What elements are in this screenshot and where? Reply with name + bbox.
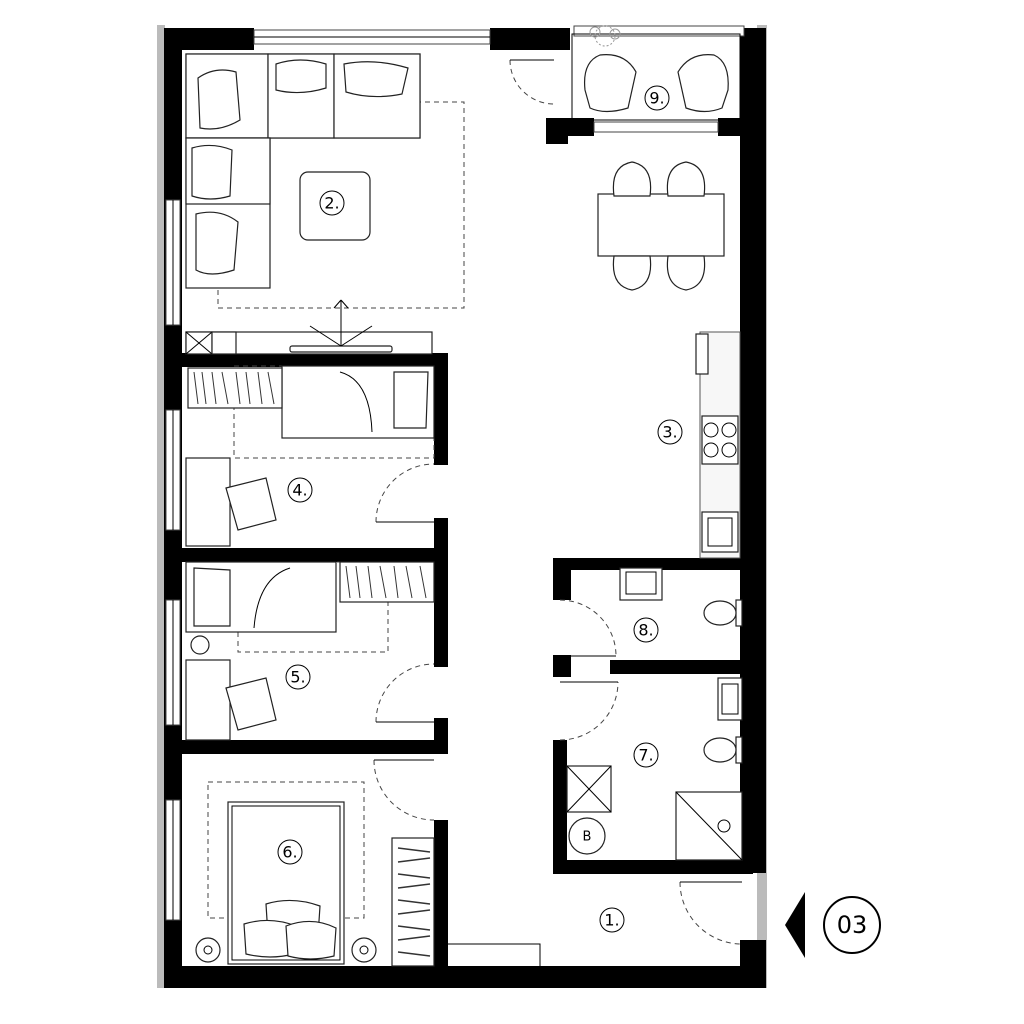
stove-icon	[702, 416, 738, 464]
svg-text:1.: 1.	[604, 910, 620, 930]
room-label-1	[600, 908, 624, 932]
dining	[598, 162, 724, 290]
svg-text:7.: 7.	[638, 745, 654, 765]
balcony-chair-right	[678, 55, 728, 112]
svg-text:9.: 9.	[649, 88, 665, 108]
room-label-9	[645, 86, 669, 110]
svg-text:6.: 6.	[282, 842, 298, 862]
sofa-cushions	[192, 60, 408, 274]
bedroom-4	[186, 366, 434, 546]
entrance	[446, 882, 742, 968]
room-label-2	[320, 191, 344, 215]
svg-text:B: B	[582, 829, 592, 845]
boiler-icon	[569, 818, 605, 854]
unit-marker	[785, 892, 880, 958]
sink-icon	[702, 512, 738, 552]
bathroom-8	[560, 568, 742, 656]
room-label-8	[634, 618, 658, 642]
room-label-4	[288, 478, 312, 502]
svg-text:5.: 5.	[290, 667, 306, 687]
room-label-6	[278, 840, 302, 864]
entrance-arrow-icon	[785, 892, 805, 958]
svg-text:4.: 4.	[292, 480, 308, 500]
room-label-7	[634, 743, 658, 767]
bedroom-6	[196, 760, 434, 966]
room-label-5	[286, 665, 310, 689]
bathroom-7	[560, 678, 742, 860]
kitchen	[696, 332, 740, 558]
svg-text:3.: 3.	[662, 422, 678, 442]
svg-text:2.: 2.	[324, 193, 340, 213]
bedroom-5	[186, 562, 434, 740]
unit-number: 03	[836, 911, 868, 939]
room-label-3	[658, 420, 682, 444]
balcony-chair-left	[585, 55, 636, 112]
svg-text:8.: 8.	[638, 620, 654, 640]
